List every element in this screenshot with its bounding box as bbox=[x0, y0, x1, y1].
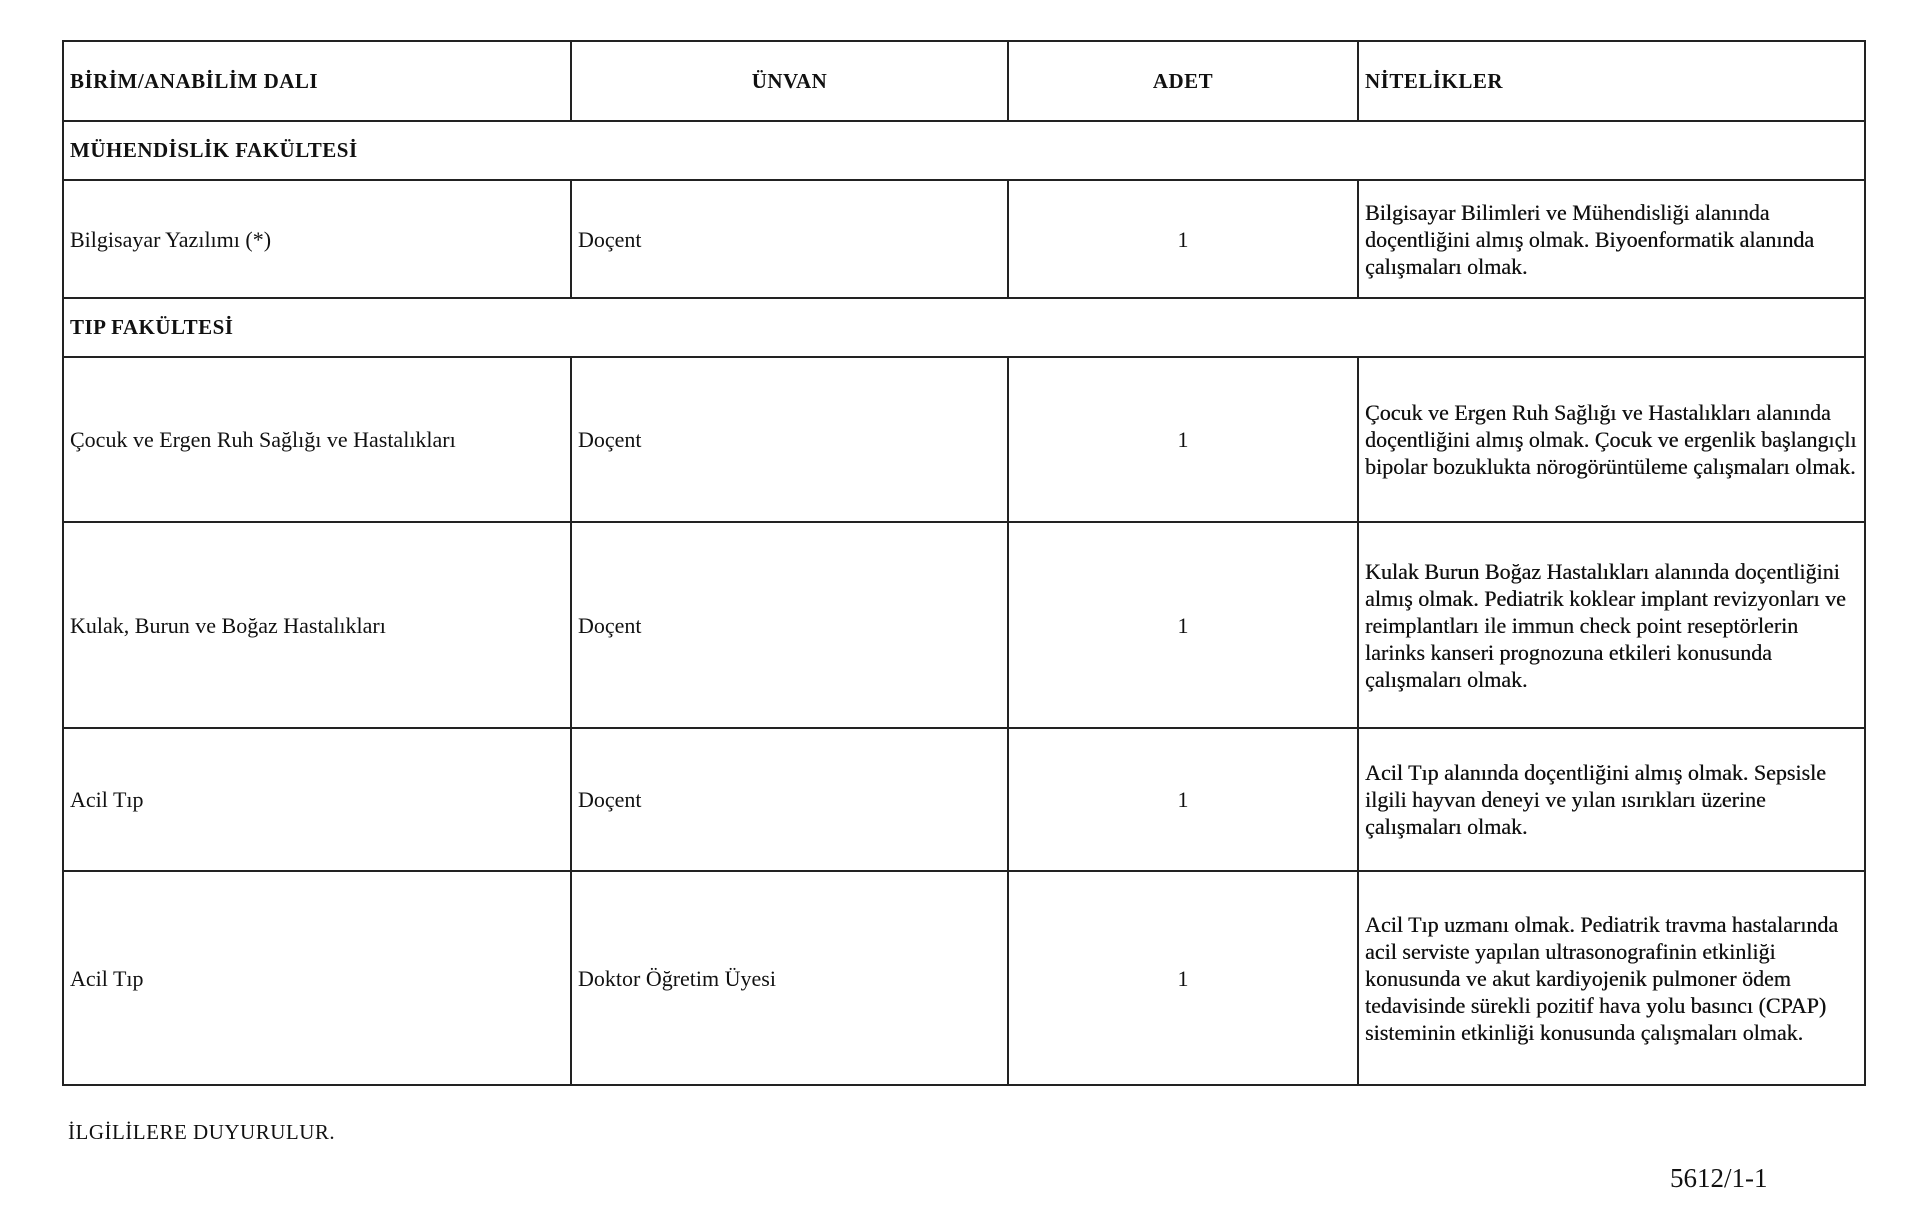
count-cell: 1 bbox=[1008, 180, 1358, 298]
positions-table bbox=[62, 40, 1866, 1086]
unit-cell: Çocuk ve Ergen Ruh Sağlığı ve Hastalıkları bbox=[63, 357, 571, 522]
unit-cell: Bilgisayar Yazılımı (*) bbox=[63, 180, 571, 298]
title-cell: Doçent bbox=[571, 180, 1008, 298]
qualifications-cell: Çocuk ve Ergen Ruh Sağlığı ve Hastalıkları alanında doçentliğini almış olmak. Çocuk ve ergenlik başlangıçlı bipolar bozuklukta nörogörüntüleme çalışmaları olmak. bbox=[1358, 357, 1865, 522]
title-cell: Doçent bbox=[571, 357, 1008, 522]
count-cell: 1 bbox=[1008, 357, 1358, 522]
header-title: ÜNVAN bbox=[571, 41, 1008, 121]
table-row bbox=[63, 180, 1865, 298]
section-row bbox=[63, 298, 1865, 357]
table-row bbox=[63, 871, 1865, 1085]
qualifications-cell: Kulak Burun Boğaz Hastalıkları alanında doçentliğini almış olmak. Pediatrik koklear implant revizyonları ve reimplantları ile immun check point reseptörlerin larinks kanseri prognozuna etkileri konusunda çalışmaları olmak. bbox=[1358, 522, 1865, 728]
header-count: ADET bbox=[1008, 41, 1358, 121]
title-cell: Doktor Öğretim Üyesi bbox=[571, 871, 1008, 1085]
header-unit: BİRİM/ANABİLİM DALI bbox=[63, 41, 571, 121]
title-cell: Doçent bbox=[571, 522, 1008, 728]
document-number: 5612/1-1 bbox=[1670, 1163, 1768, 1193]
section-row bbox=[63, 121, 1865, 180]
unit-cell: Kulak, Burun ve Boğaz Hastalıkları bbox=[63, 522, 571, 728]
table-row bbox=[63, 522, 1865, 728]
qualifications-cell: Acil Tıp uzmanı olmak. Pediatrik travma hastalarında acil serviste yapılan ultrasonografinin etkinliği konusunda ve akut kardiyojenik pulmoner ödem tedavisinde sürekli pozitif hava yolu basıncı (CPAP) sisteminin etkinliği konusunda çalışmaları olmak. bbox=[1358, 871, 1865, 1085]
section-title: TIP FAKÜLTESİ bbox=[63, 298, 1865, 357]
section-title: MÜHENDİSLİK FAKÜLTESİ bbox=[63, 121, 1865, 180]
qualifications-cell: Bilgisayar Bilimleri ve Mühendisliği alanında doçentliğini almış olmak. Biyoenformatik alanında çalışmaları olmak. bbox=[1358, 180, 1865, 298]
count-cell: 1 bbox=[1008, 871, 1358, 1085]
count-cell: 1 bbox=[1008, 728, 1358, 871]
table-row bbox=[63, 357, 1865, 522]
table-header-row bbox=[63, 41, 1865, 121]
footer-note: İLGİLİLERE DUYURULUR. bbox=[68, 1120, 336, 1144]
header-qualifications: NİTELİKLER bbox=[1358, 41, 1865, 121]
table-row bbox=[63, 728, 1865, 871]
qualifications-cell: Acil Tıp alanında doçentliğini almış olmak. Sepsisle ilgili hayvan deneyi ve yılan ısırıkları üzerine çalışmaları olmak. bbox=[1358, 728, 1865, 871]
count-cell: 1 bbox=[1008, 522, 1358, 728]
unit-cell: Acil Tıp bbox=[63, 728, 571, 871]
unit-cell: Acil Tıp bbox=[63, 871, 571, 1085]
title-cell: Doçent bbox=[571, 728, 1008, 871]
